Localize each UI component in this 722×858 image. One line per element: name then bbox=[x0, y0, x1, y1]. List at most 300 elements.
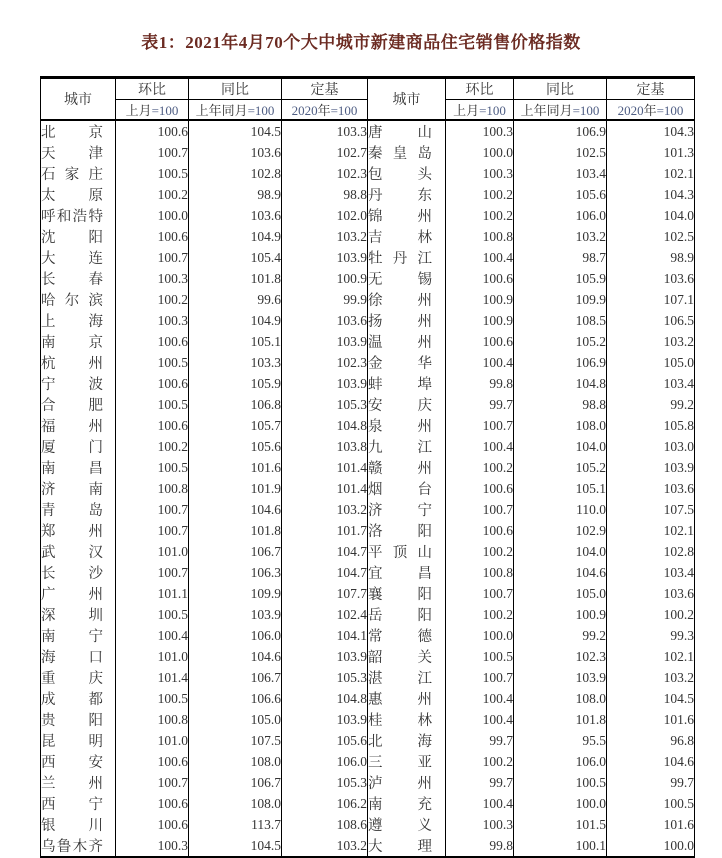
subheader-mom-right: 上月=100 bbox=[446, 100, 514, 121]
left-mom-value-cell: 100.8 bbox=[116, 709, 189, 730]
left-fixed-base-value-cell: 105.6 bbox=[282, 730, 368, 751]
left-fixed-base-value-cell: 100.9 bbox=[282, 268, 368, 289]
city-name: 桂林 bbox=[368, 713, 432, 729]
left-fixed-base-value-cell: 105.3 bbox=[282, 394, 368, 415]
table-row bbox=[41, 835, 695, 857]
right-mom-value-cell: 100.8 bbox=[446, 562, 514, 583]
city-name: 惠州 bbox=[368, 692, 432, 708]
right-fixed-base-value-cell: 103.6 bbox=[607, 478, 695, 499]
left-city-cell bbox=[41, 415, 116, 436]
city-name: 锦州 bbox=[368, 209, 432, 225]
right-fixed-base-value-cell: 107.5 bbox=[607, 499, 695, 520]
right-city-cell bbox=[368, 478, 446, 499]
table-row bbox=[41, 184, 695, 205]
left-mom-value-cell: 100.2 bbox=[116, 436, 189, 457]
left-mom-value-cell: 100.7 bbox=[116, 499, 189, 520]
subheader-mom-left: 上月=100 bbox=[116, 100, 189, 121]
city-name: 海口 bbox=[41, 650, 103, 666]
left-city-cell bbox=[41, 247, 116, 268]
left-mom-value-cell: 100.5 bbox=[116, 352, 189, 373]
city-name: 湛江 bbox=[368, 671, 432, 687]
city-name: 天津 bbox=[41, 146, 103, 162]
city-name: 扬州 bbox=[368, 314, 432, 330]
left-yoy-value-cell: 101.9 bbox=[189, 478, 282, 499]
left-mom-value-cell: 100.3 bbox=[116, 310, 189, 331]
right-mom-value-cell: 100.6 bbox=[446, 331, 514, 352]
left-city-cell bbox=[41, 709, 116, 730]
left-fixed-base-value-cell: 103.9 bbox=[282, 331, 368, 352]
left-city-cell bbox=[41, 562, 116, 583]
left-city-cell bbox=[41, 541, 116, 562]
right-city-cell bbox=[368, 751, 446, 772]
left-yoy-value-cell: 108.0 bbox=[189, 793, 282, 814]
right-yoy-value-cell: 105.2 bbox=[514, 457, 607, 478]
right-mom-value-cell: 100.7 bbox=[446, 583, 514, 604]
left-city-cell bbox=[41, 625, 116, 646]
left-city-cell bbox=[41, 646, 116, 667]
left-yoy-value-cell: 106.3 bbox=[189, 562, 282, 583]
right-mom-value-cell: 100.4 bbox=[446, 709, 514, 730]
left-fixed-base-value-cell: 102.4 bbox=[282, 604, 368, 625]
right-fixed-base-value-cell: 103.0 bbox=[607, 436, 695, 457]
city-name: 武汉 bbox=[41, 545, 103, 561]
left-mom-value-cell: 100.5 bbox=[116, 457, 189, 478]
left-city-cell bbox=[41, 268, 116, 289]
right-fixed-base-value-cell: 103.6 bbox=[607, 583, 695, 604]
right-yoy-value-cell: 105.0 bbox=[514, 583, 607, 604]
right-mom-value-cell: 100.2 bbox=[446, 604, 514, 625]
city-name: 唐山 bbox=[368, 125, 432, 141]
left-fixed-base-value-cell: 103.2 bbox=[282, 499, 368, 520]
left-fixed-base-value-cell: 102.3 bbox=[282, 163, 368, 184]
right-yoy-value-cell: 95.5 bbox=[514, 730, 607, 751]
left-yoy-value-cell: 99.6 bbox=[189, 289, 282, 310]
table-row bbox=[41, 394, 695, 415]
table-row bbox=[41, 352, 695, 373]
table-row bbox=[41, 625, 695, 646]
left-mom-value-cell: 100.0 bbox=[116, 205, 189, 226]
city-name: 石家庄 bbox=[41, 167, 103, 183]
right-city-cell bbox=[368, 835, 446, 857]
left-yoy-value-cell: 105.1 bbox=[189, 331, 282, 352]
left-fixed-base-value-cell: 102.7 bbox=[282, 142, 368, 163]
right-yoy-value-cell: 109.9 bbox=[514, 289, 607, 310]
left-fixed-base-value-cell: 103.2 bbox=[282, 226, 368, 247]
left-yoy-value-cell: 101.8 bbox=[189, 268, 282, 289]
left-yoy-value-cell: 108.0 bbox=[189, 751, 282, 772]
right-yoy-value-cell: 103.4 bbox=[514, 163, 607, 184]
left-city-cell bbox=[41, 289, 116, 310]
right-fixed-base-value-cell: 103.6 bbox=[607, 268, 695, 289]
subheader-fixed-base-right: 2020年=100 bbox=[607, 100, 695, 121]
left-yoy-value-cell: 106.0 bbox=[189, 625, 282, 646]
left-yoy-value-cell: 105.6 bbox=[189, 436, 282, 457]
city-name: 沈阳 bbox=[41, 230, 103, 246]
right-mom-value-cell: 100.4 bbox=[446, 247, 514, 268]
table-row bbox=[41, 688, 695, 709]
left-yoy-value-cell: 104.5 bbox=[189, 835, 282, 857]
right-city-cell bbox=[368, 436, 446, 457]
table-row bbox=[41, 457, 695, 478]
left-mom-value-cell: 100.6 bbox=[116, 793, 189, 814]
right-mom-value-cell: 100.2 bbox=[446, 541, 514, 562]
right-mom-value-cell: 100.6 bbox=[446, 520, 514, 541]
right-fixed-base-value-cell: 101.6 bbox=[607, 814, 695, 835]
right-mom-value-cell: 100.3 bbox=[446, 814, 514, 835]
right-city-cell bbox=[368, 583, 446, 604]
left-yoy-value-cell: 107.5 bbox=[189, 730, 282, 751]
header-mom-left: 环比 bbox=[116, 78, 189, 100]
city-name: 三亚 bbox=[368, 755, 432, 771]
right-fixed-base-value-cell: 103.4 bbox=[607, 373, 695, 394]
right-yoy-value-cell: 105.6 bbox=[514, 184, 607, 205]
table-row bbox=[41, 163, 695, 184]
city-name: 南宁 bbox=[41, 629, 103, 645]
right-fixed-base-value-cell: 103.2 bbox=[607, 667, 695, 688]
left-city-cell bbox=[41, 457, 116, 478]
left-fixed-base-value-cell: 103.6 bbox=[282, 310, 368, 331]
right-fixed-base-value-cell: 102.8 bbox=[607, 541, 695, 562]
right-yoy-value-cell: 104.0 bbox=[514, 541, 607, 562]
city-name: 南昌 bbox=[41, 461, 103, 477]
right-fixed-base-value-cell: 105.8 bbox=[607, 415, 695, 436]
right-city-cell bbox=[368, 667, 446, 688]
right-fixed-base-value-cell: 103.9 bbox=[607, 457, 695, 478]
table-row bbox=[41, 499, 695, 520]
city-name: 大连 bbox=[41, 251, 103, 267]
left-yoy-value-cell: 101.8 bbox=[189, 520, 282, 541]
right-city-cell bbox=[368, 184, 446, 205]
subheader-fixed-base-left: 2020年=100 bbox=[282, 100, 368, 121]
left-city-cell bbox=[41, 226, 116, 247]
left-yoy-value-cell: 109.9 bbox=[189, 583, 282, 604]
left-mom-value-cell: 100.4 bbox=[116, 625, 189, 646]
left-yoy-value-cell: 105.0 bbox=[189, 709, 282, 730]
left-yoy-value-cell: 101.6 bbox=[189, 457, 282, 478]
left-fixed-base-value-cell: 104.8 bbox=[282, 688, 368, 709]
right-fixed-base-value-cell: 104.5 bbox=[607, 688, 695, 709]
table-body bbox=[41, 120, 695, 857]
left-fixed-base-value-cell: 103.8 bbox=[282, 436, 368, 457]
right-yoy-value-cell: 105.9 bbox=[514, 268, 607, 289]
left-yoy-value-cell: 104.5 bbox=[189, 120, 282, 142]
left-fixed-base-value-cell: 103.9 bbox=[282, 646, 368, 667]
left-mom-value-cell: 100.5 bbox=[116, 163, 189, 184]
left-fixed-base-value-cell: 105.3 bbox=[282, 667, 368, 688]
city-name: 丹东 bbox=[368, 188, 432, 204]
right-yoy-value-cell: 104.0 bbox=[514, 436, 607, 457]
city-name: 乌鲁木齐 bbox=[41, 839, 103, 855]
right-yoy-value-cell: 110.0 bbox=[514, 499, 607, 520]
right-mom-value-cell: 100.6 bbox=[446, 478, 514, 499]
city-name: 包头 bbox=[368, 167, 432, 183]
right-mom-value-cell: 99.7 bbox=[446, 772, 514, 793]
right-fixed-base-value-cell: 104.6 bbox=[607, 751, 695, 772]
right-mom-value-cell: 100.0 bbox=[446, 625, 514, 646]
header-mom-right: 环比 bbox=[446, 78, 514, 100]
right-city-cell bbox=[368, 373, 446, 394]
left-fixed-base-value-cell: 108.6 bbox=[282, 814, 368, 835]
table-row bbox=[41, 205, 695, 226]
page-title: 表1：2021年4月70个大中城市新建商品住宅销售价格指数 bbox=[141, 33, 581, 52]
right-yoy-value-cell: 106.9 bbox=[514, 120, 607, 142]
right-yoy-value-cell: 98.7 bbox=[514, 247, 607, 268]
right-fixed-base-value-cell: 101.6 bbox=[607, 709, 695, 730]
left-yoy-value-cell: 102.8 bbox=[189, 163, 282, 184]
city-name: 贵阳 bbox=[41, 713, 103, 729]
left-mom-value-cell: 100.6 bbox=[116, 331, 189, 352]
table-row bbox=[41, 541, 695, 562]
city-name: 秦皇岛 bbox=[368, 146, 432, 162]
left-yoy-value-cell: 105.9 bbox=[189, 373, 282, 394]
right-city-cell bbox=[368, 520, 446, 541]
table-row bbox=[41, 415, 695, 436]
left-yoy-value-cell: 103.3 bbox=[189, 352, 282, 373]
right-mom-value-cell: 100.2 bbox=[446, 205, 514, 226]
right-city-cell bbox=[368, 772, 446, 793]
right-city-cell bbox=[368, 394, 446, 415]
left-yoy-value-cell: 113.7 bbox=[189, 814, 282, 835]
right-fixed-base-value-cell: 106.5 bbox=[607, 310, 695, 331]
right-mom-value-cell: 99.7 bbox=[446, 730, 514, 751]
right-city-cell bbox=[368, 688, 446, 709]
city-name: 长春 bbox=[41, 272, 103, 288]
city-name: 杭州 bbox=[41, 356, 103, 372]
header-city-left: 城市 bbox=[41, 78, 116, 121]
right-city-cell bbox=[368, 205, 446, 226]
city-name: 岳阳 bbox=[368, 608, 432, 624]
left-fixed-base-value-cell: 102.0 bbox=[282, 205, 368, 226]
right-city-cell bbox=[368, 352, 446, 373]
city-name: 太原 bbox=[41, 188, 103, 204]
left-mom-value-cell: 100.7 bbox=[116, 772, 189, 793]
header-fixed-base-right: 定基 bbox=[607, 78, 695, 100]
city-name: 南京 bbox=[41, 335, 103, 351]
right-yoy-value-cell: 104.8 bbox=[514, 373, 607, 394]
right-city-cell bbox=[368, 562, 446, 583]
city-name: 宁波 bbox=[41, 377, 103, 393]
left-yoy-value-cell: 103.9 bbox=[189, 604, 282, 625]
left-city-cell bbox=[41, 205, 116, 226]
right-mom-value-cell: 100.3 bbox=[446, 120, 514, 142]
left-mom-value-cell: 100.5 bbox=[116, 604, 189, 625]
left-fixed-base-value-cell: 103.9 bbox=[282, 373, 368, 394]
left-fixed-base-value-cell: 98.8 bbox=[282, 184, 368, 205]
header-yoy-left: 同比 bbox=[189, 78, 282, 100]
left-mom-value-cell: 101.0 bbox=[116, 730, 189, 751]
right-mom-value-cell: 100.3 bbox=[446, 163, 514, 184]
left-yoy-value-cell: 105.4 bbox=[189, 247, 282, 268]
right-fixed-base-value-cell: 102.1 bbox=[607, 520, 695, 541]
city-name: 西宁 bbox=[41, 797, 103, 813]
city-name: 西安 bbox=[41, 755, 103, 771]
right-city-cell bbox=[368, 142, 446, 163]
subheader-yoy-right: 上年同月=100 bbox=[514, 100, 607, 121]
left-city-cell bbox=[41, 751, 116, 772]
right-yoy-value-cell: 106.9 bbox=[514, 352, 607, 373]
right-mom-value-cell: 100.9 bbox=[446, 310, 514, 331]
left-city-cell bbox=[41, 730, 116, 751]
city-name: 兰州 bbox=[41, 776, 103, 792]
left-fixed-base-value-cell: 106.2 bbox=[282, 793, 368, 814]
right-city-cell bbox=[368, 730, 446, 751]
right-mom-value-cell: 100.6 bbox=[446, 268, 514, 289]
right-yoy-value-cell: 102.9 bbox=[514, 520, 607, 541]
right-yoy-value-cell: 106.0 bbox=[514, 205, 607, 226]
city-name: 北京 bbox=[41, 125, 103, 141]
right-fixed-base-value-cell: 102.1 bbox=[607, 163, 695, 184]
left-city-cell bbox=[41, 793, 116, 814]
city-name: 平顶山 bbox=[368, 545, 432, 561]
left-mom-value-cell: 101.0 bbox=[116, 646, 189, 667]
left-city-cell bbox=[41, 436, 116, 457]
left-yoy-value-cell: 106.7 bbox=[189, 667, 282, 688]
city-name: 北海 bbox=[368, 734, 432, 750]
left-fixed-base-value-cell: 99.9 bbox=[282, 289, 368, 310]
table-row bbox=[41, 646, 695, 667]
right-city-cell bbox=[368, 120, 446, 142]
table-row bbox=[41, 583, 695, 604]
right-mom-value-cell: 100.2 bbox=[446, 457, 514, 478]
right-mom-value-cell: 100.4 bbox=[446, 688, 514, 709]
city-name: 烟台 bbox=[368, 482, 432, 498]
left-city-cell bbox=[41, 688, 116, 709]
city-name: 济宁 bbox=[368, 503, 432, 519]
left-yoy-value-cell: 106.7 bbox=[189, 772, 282, 793]
city-name: 厦门 bbox=[41, 440, 103, 456]
city-name: 泉州 bbox=[368, 419, 432, 435]
left-city-cell bbox=[41, 604, 116, 625]
left-mom-value-cell: 100.6 bbox=[116, 373, 189, 394]
right-yoy-value-cell: 98.8 bbox=[514, 394, 607, 415]
city-name: 深圳 bbox=[41, 608, 103, 624]
right-fixed-base-value-cell: 107.1 bbox=[607, 289, 695, 310]
left-mom-value-cell: 100.7 bbox=[116, 247, 189, 268]
left-fixed-base-value-cell: 104.7 bbox=[282, 541, 368, 562]
header-yoy-right: 同比 bbox=[514, 78, 607, 100]
right-city-cell bbox=[368, 709, 446, 730]
left-city-cell bbox=[41, 331, 116, 352]
left-yoy-value-cell: 105.7 bbox=[189, 415, 282, 436]
city-name: 赣州 bbox=[368, 461, 432, 477]
left-yoy-value-cell: 104.9 bbox=[189, 226, 282, 247]
left-mom-value-cell: 100.8 bbox=[116, 478, 189, 499]
right-city-cell bbox=[368, 499, 446, 520]
left-mom-value-cell: 100.6 bbox=[116, 751, 189, 772]
city-name: 泸州 bbox=[368, 776, 432, 792]
right-yoy-value-cell: 102.3 bbox=[514, 646, 607, 667]
right-yoy-value-cell: 101.5 bbox=[514, 814, 607, 835]
right-mom-value-cell: 100.4 bbox=[446, 793, 514, 814]
left-city-cell bbox=[41, 835, 116, 857]
left-fixed-base-value-cell: 101.4 bbox=[282, 457, 368, 478]
right-city-cell bbox=[368, 310, 446, 331]
right-yoy-value-cell: 100.9 bbox=[514, 604, 607, 625]
right-yoy-value-cell: 104.6 bbox=[514, 562, 607, 583]
city-name: 韶关 bbox=[368, 650, 432, 666]
left-mom-value-cell: 100.5 bbox=[116, 394, 189, 415]
right-city-cell bbox=[368, 541, 446, 562]
left-fixed-base-value-cell: 103.3 bbox=[282, 120, 368, 142]
table-row bbox=[41, 373, 695, 394]
subheader-yoy-left: 上年同月=100 bbox=[189, 100, 282, 121]
left-yoy-value-cell: 106.7 bbox=[189, 541, 282, 562]
table-row bbox=[41, 331, 695, 352]
left-mom-value-cell: 100.2 bbox=[116, 289, 189, 310]
city-name: 呼和浩特 bbox=[41, 209, 103, 225]
city-name: 洛阳 bbox=[368, 524, 432, 540]
header-city-right: 城市 bbox=[368, 78, 446, 121]
left-yoy-value-cell: 103.6 bbox=[189, 142, 282, 163]
table-row bbox=[41, 814, 695, 835]
left-city-cell bbox=[41, 814, 116, 835]
city-name: 九江 bbox=[368, 440, 432, 456]
left-mom-value-cell: 100.7 bbox=[116, 562, 189, 583]
left-yoy-value-cell: 104.6 bbox=[189, 646, 282, 667]
left-mom-value-cell: 101.1 bbox=[116, 583, 189, 604]
left-city-cell bbox=[41, 142, 116, 163]
left-fixed-base-value-cell: 103.2 bbox=[282, 835, 368, 857]
left-mom-value-cell: 100.3 bbox=[116, 835, 189, 857]
table-row bbox=[41, 142, 695, 163]
right-yoy-value-cell: 106.0 bbox=[514, 751, 607, 772]
city-name: 福州 bbox=[41, 419, 103, 435]
left-mom-value-cell: 100.6 bbox=[116, 814, 189, 835]
right-fixed-base-value-cell: 99.3 bbox=[607, 625, 695, 646]
city-name: 无锡 bbox=[368, 272, 432, 288]
right-mom-value-cell: 99.8 bbox=[446, 373, 514, 394]
city-name: 遵义 bbox=[368, 818, 432, 834]
right-fixed-base-value-cell: 101.3 bbox=[607, 142, 695, 163]
left-city-cell bbox=[41, 520, 116, 541]
left-city-cell bbox=[41, 120, 116, 142]
right-fixed-base-value-cell: 104.3 bbox=[607, 184, 695, 205]
right-city-cell bbox=[368, 289, 446, 310]
right-fixed-base-value-cell: 102.5 bbox=[607, 226, 695, 247]
left-city-cell bbox=[41, 667, 116, 688]
price-index-table bbox=[40, 76, 695, 858]
city-name: 哈尔滨 bbox=[41, 293, 103, 309]
right-yoy-value-cell: 103.2 bbox=[514, 226, 607, 247]
left-fixed-base-value-cell: 101.7 bbox=[282, 520, 368, 541]
table-row bbox=[41, 772, 695, 793]
right-yoy-value-cell: 108.0 bbox=[514, 415, 607, 436]
right-yoy-value-cell: 105.2 bbox=[514, 331, 607, 352]
right-city-cell bbox=[368, 163, 446, 184]
right-city-cell bbox=[368, 646, 446, 667]
right-fixed-base-value-cell: 103.4 bbox=[607, 562, 695, 583]
left-fixed-base-value-cell: 104.7 bbox=[282, 562, 368, 583]
left-fixed-base-value-cell: 107.7 bbox=[282, 583, 368, 604]
left-city-cell bbox=[41, 184, 116, 205]
right-mom-value-cell: 100.7 bbox=[446, 499, 514, 520]
right-mom-value-cell: 100.5 bbox=[446, 646, 514, 667]
right-fixed-base-value-cell: 100.0 bbox=[607, 835, 695, 857]
table-row bbox=[41, 289, 695, 310]
left-yoy-value-cell: 106.8 bbox=[189, 394, 282, 415]
right-city-cell bbox=[368, 793, 446, 814]
left-mom-value-cell: 100.5 bbox=[116, 688, 189, 709]
right-yoy-value-cell: 100.1 bbox=[514, 835, 607, 857]
left-mom-value-cell: 100.2 bbox=[116, 184, 189, 205]
left-yoy-value-cell: 106.6 bbox=[189, 688, 282, 709]
table-header bbox=[41, 78, 695, 121]
right-fixed-base-value-cell: 104.3 bbox=[607, 120, 695, 142]
right-city-cell bbox=[368, 625, 446, 646]
right-mom-value-cell: 100.2 bbox=[446, 751, 514, 772]
left-city-cell bbox=[41, 352, 116, 373]
left-city-cell bbox=[41, 373, 116, 394]
